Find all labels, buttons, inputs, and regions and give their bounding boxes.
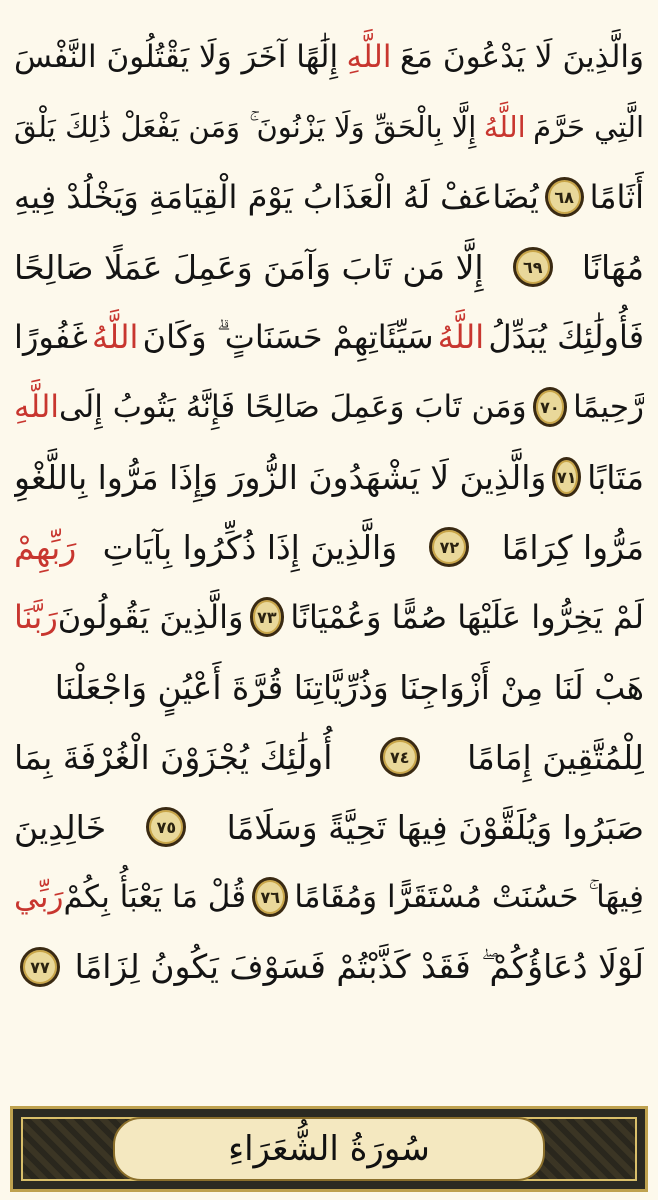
verse-line <box>14 582 644 652</box>
verse-text-segment: مَرُّوا كِرَامًا <box>501 527 644 567</box>
verse-text-segment: الَّتِي حَرَّمَ <box>533 110 644 144</box>
verse-text-segment: سَيِّئَاتِهِمْ حَسَنَاتٍ ۗ وَكَانَ <box>142 317 434 356</box>
verse-line <box>14 232 644 302</box>
verse-line <box>14 92 644 162</box>
verse-line <box>14 512 644 582</box>
divine-name-text: رَبِّهِمْ <box>14 527 77 567</box>
verse-line <box>14 442 644 512</box>
ayah-number-marker: ٧٧ <box>20 947 60 987</box>
divine-name-text: رَبَّنَا <box>14 598 58 636</box>
verse-text-segment: وَالَّذِينَ يَقُولُونَ <box>57 598 244 636</box>
verse-text-segment: خَالِدِينَ <box>14 807 107 847</box>
verse-text-segment: غَفُورًا <box>14 318 88 356</box>
verse-text-segment: يُضَاعَفْ لَهُ الْعَذَابُ يَوْمَ الْقِيَامَةِ وَيَخْلُدْ فِيهِ <box>14 178 539 216</box>
ayah-number-marker: ٦٩ <box>513 247 553 287</box>
verse-text-segment: مُهَانًا <box>581 247 644 287</box>
ayah-number-marker: ٧٦ <box>252 877 288 917</box>
verse-text-segment: صَبَرُوا وَيُلَقَّوْنَ فِيهَا تَحِيَّةً وَسَلَامًا <box>226 807 644 847</box>
ayah-number-marker: ٧٤ <box>380 737 420 777</box>
verse-text-segment: إِلَّا بِالْحَقِّ وَلَا يَزْنُونَ ۚ وَمَن يَفْعَلْ ذَٰلِكَ يَلْقَ <box>14 109 477 144</box>
verse-line <box>14 162 644 232</box>
divine-name-text: اللَّهِ <box>346 39 392 75</box>
verse-text-segment: هَبْ لَنَا مِنْ أَزْوَاجِنَا وَذُرِّيَّاتِنَا قُرَّةَ أَعْيُنٍ وَاجْعَلْنَا <box>54 667 644 707</box>
verse-text-segment: أُولَٰئِكَ يُجْزَوْنَ الْغُرْفَةَ بِمَا <box>14 737 333 777</box>
verse-text-segment: لَمْ يَخِرُّوا عَلَيْهَا صُمًّا وَعُمْيَانًا <box>290 598 644 636</box>
surah-title-cartouche <box>113 1117 545 1181</box>
verse-text-segment: وَالَّذِينَ لَا يَشْهَدُونَ الزُّورَ وَإِذَا مَرُّوا بِاللَّغْوِ <box>14 457 547 497</box>
verse-line <box>14 302 644 372</box>
ayah-number-marker: ٧٥ <box>146 807 186 847</box>
verse-text-segment: لَوْلَا دُعَاؤُكُمْ ۖ فَقَدْ كَذَّبْتُمْ فَسَوْفَ يَكُونُ لِزَامًا <box>74 947 644 986</box>
verse-text-segment: لِلْمُتَّقِينَ إِمَامًا <box>467 737 644 777</box>
verse-text-segment: أَثَامًا <box>589 178 644 216</box>
verse-line <box>14 652 644 722</box>
ayah-number-marker: ٧٢ <box>429 527 469 567</box>
surah-header-banner <box>10 1106 648 1192</box>
verse-text-segment: مَتَابًا <box>587 457 644 497</box>
verse-text-segment: قُلْ مَا يَعْبَأُ بِكُمْ <box>63 879 247 915</box>
divine-name-text: اللَّهُ <box>483 110 526 144</box>
verse-text-segment: إِلَٰهًا آخَرَ وَلَا يَقْتُلُونَ النَّفْسَ <box>14 39 339 75</box>
verse-text-segment: فِيهَا ۚ حَسُنَتْ مُسْتَقَرًّا وَمُقَامًا <box>294 878 644 915</box>
divine-name-text: رَبِّي <box>14 879 64 915</box>
verse-line <box>14 372 644 442</box>
divine-name-text: اللَّهُ <box>437 318 485 356</box>
verse-text-segment: وَالَّذِينَ إِذَا ذُكِّرُوا بِآيَاتِ <box>102 527 398 567</box>
verse-line <box>14 22 644 92</box>
verse-text-segment: وَالَّذِينَ لَا يَدْعُونَ مَعَ <box>399 39 644 75</box>
verse-line <box>14 932 644 1002</box>
divine-name-text: اللَّهُ <box>92 318 139 356</box>
verse-text-segment: فَأُولَٰئِكَ يُبَدِّلُ <box>488 318 644 356</box>
verse-text-segment: رَّحِيمًا <box>573 389 644 425</box>
verse-text-segment: وَمَن تَابَ وَعَمِلَ صَالِحًا فَإِنَّهُ يَتُوبُ إِلَى <box>58 389 527 425</box>
verse-line <box>14 792 644 862</box>
ayah-number-marker: ٧١ <box>552 457 581 497</box>
surah-title: سُورَةُ الشُّعَرَاءِ <box>228 1129 430 1169</box>
verse-text-block <box>14 22 644 1002</box>
verse-text-segment: إِلَّا مَن تَابَ وَآمَنَ وَعَمِلَ عَمَلًا صَالِحًا <box>14 247 484 287</box>
ayah-number-marker: ٦٨ <box>545 177 584 217</box>
verse-line <box>14 722 644 792</box>
divine-name-text: اللَّهِ <box>14 389 59 425</box>
ayah-number-marker: ٧٠ <box>533 387 568 427</box>
ayah-number-marker: ٧٣ <box>250 597 285 637</box>
verse-line <box>14 862 644 932</box>
